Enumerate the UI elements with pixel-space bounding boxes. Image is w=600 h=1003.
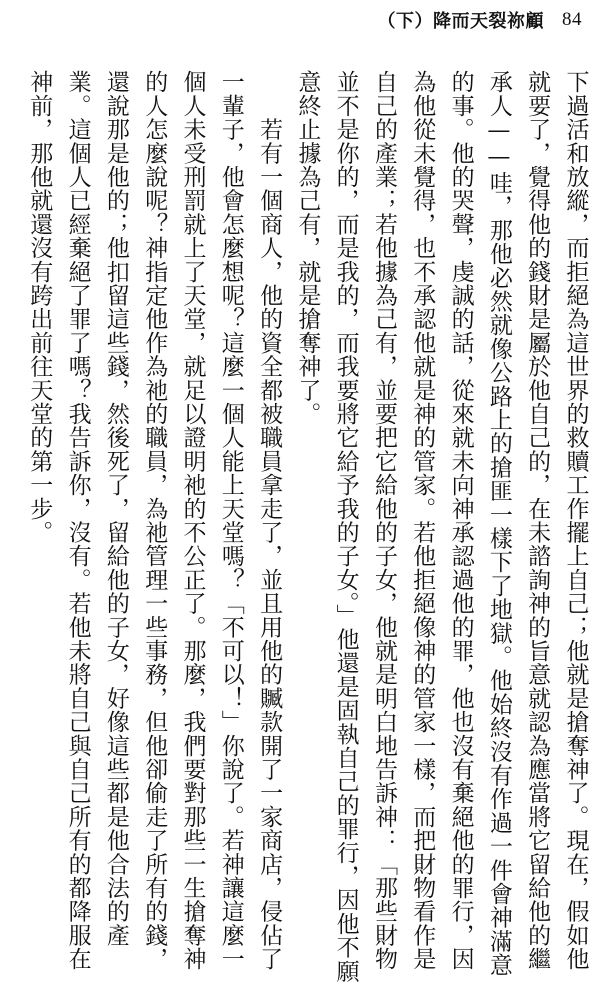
paragraph: 若有一個商人，他的資全都被職員拿走了，並且用他的贓款開了一家商店，侵佔了一輩子，他會怎麼想呢？這麼一個人能上天堂嗎？「不可以！」你說了。若神讓這麼一個人未受刑罰就上了天堂，就足以證明祂的不公正了。那麼，我們要對那些一生搶奪神的人怎麼說呢？神指定他作為祂的職員，為祂管理一些事務，但他卻偷走了所有的錢，還說那是他的；他扣留這些錢，然後死了，留給他的子女，好像這些都是他合法的產業。這個人已經棄絕了罪了嗎？我告訴你，沒有。若他未將自己與自己所有的都降服在神前，那他就還沒有跨出前往天堂的第一步。 [26, 70, 283, 971]
page-number: 84 [562, 9, 582, 30]
paragraph: 下過活和放縱，而拒絕為這世界的救贖工作擺上自己；他就是搶奪神了。現在，假如他就要了，覺得他的錢財是屬於他自己的，在未諮詢神的旨意就認為應當將它留給他的繼承人——哇，那他必然就像公路上的搶匪一樣下了地獄。他始終沒有作過一件會神滿意的事。他的哭聲，虔誠的話，從來就未向神承認過他的罪，他也沒有棄絕他的罪行，因為他從未覺得，也不承認他就是神的管家。若他拒絕像神的管家一樣，而把財物看作是自己的產業；若他據為己有，並要把它給他的子女，他就是明白地告訴神：「那些財物並不是你的，而是我的，而我要將它給予我的子女。」他還是固執自己的罪行，因他不願意終止據為己有，就是搶奪神了。 [294, 70, 589, 983]
running-header [378, 6, 583, 34]
header-title: （下）降而天裂祢顧 [377, 11, 544, 32]
page-text-area [20, 70, 589, 984]
vertical-body-text [20, 70, 594, 984]
